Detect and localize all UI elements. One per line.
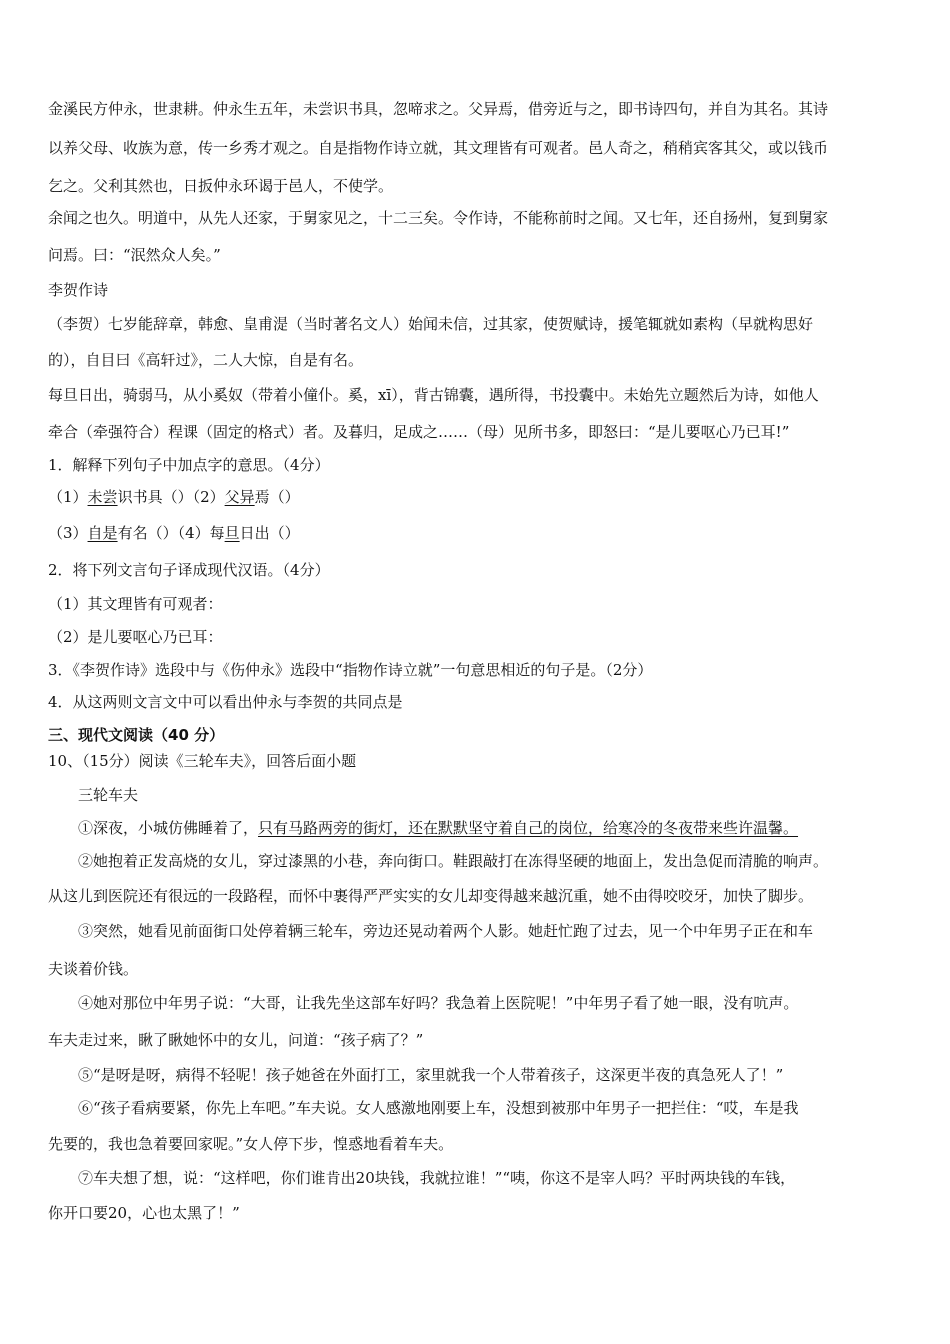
story-paragraph-2b: 从这儿到医院还有很远的一段路程，而怀中裹得严严实实的女儿却变得越来越沉重，她不由得咬咬牙，加快了脚步。 (48, 887, 814, 905)
question-1-row-a (48, 487, 908, 507)
story-title: 三轮车夫 (78, 786, 139, 804)
question-3: 3．《李贺作诗》选段中与《伤仲永》选段中“指物作诗立就”一句意思相近的句子是。（2分） (48, 661, 653, 679)
story-paragraph-4a: ④她对那位中年男子说：“大哥，让我先坐这部车好吗？我急着上医院呢！”中年男子看了她一眼，没有吭声。 (78, 994, 799, 1012)
story-paragraph-1 (78, 818, 938, 838)
q1-d-underlined: 旦 (224, 524, 240, 542)
p1-lead: ①深夜，小城仿佛睡着了， (78, 819, 259, 837)
section-heading: 三、现代文阅读（40 分） (48, 726, 225, 744)
zhongyong-line-5: 问焉。曰：“泯然众人矣。” (48, 246, 221, 264)
story-paragraph-5: ⑤“是呀是呀，病得不轻呢！孩子她爸在外面打工，家里就我一个人带着孩子，这深更半夜的真急死人了！” (78, 1066, 784, 1084)
lihe-title: 李贺作诗 (48, 281, 109, 299)
zhongyong-line-2: 以养父母、收族为意，传一乡秀才观之。自是指物作诗立就，其文理皆有可观者。邑人奇之，稍稍宾客其父，或以钱币 (48, 139, 829, 157)
story-paragraph-7b: 你开口要20，心也太黑了！” (48, 1204, 240, 1222)
question-1: 1．解释下列句子中加点字的意思。（4分） (48, 456, 330, 474)
lihe-line-1: （李贺）七岁能辞章，韩愈、皇甫湜（当时著名文人）始闻未信，过其家，使贺赋诗，援笔辄就如素构（早就构思好 (48, 315, 814, 333)
q1-a-underlined: 未尝 (87, 488, 118, 506)
lihe-line-2: 的），自目曰《高轩过》，二人大惊，自是有名。 (48, 351, 364, 369)
question-2-2: （2）是儿要呕心乃已耳： (48, 628, 223, 646)
p1-underlined-sentence: 只有马路两旁的街灯，还在默默坚守着自己的岗位，给寒冷的冬夜带来些许温馨。 (258, 819, 799, 837)
q1-b-underlined: 父异 (224, 488, 255, 506)
q1-c-rest: 有名（）（4）每 (117, 524, 225, 542)
q1-a-number: （1） (48, 488, 88, 506)
zhongyong-line-4: 余闻之也久。明道中，从先人还家，于舅家见之，十二三矣。令作诗，不能称前时之闻。又七年，还自扬州，复到舅家 (48, 209, 829, 227)
question-1-row-b (48, 523, 908, 543)
story-paragraph-6a: ⑥“孩子看病要紧，你先上车吧。”车夫说。女人感激地刚要上车，没想到被那中年男子一把拦住：“哎，车是我 (78, 1099, 799, 1117)
question-4: 4．从这两则文言文中可以看出仲永与李贺的共同点是 (48, 693, 403, 711)
story-paragraph-3b: 夫谈着价钱。 (48, 960, 139, 978)
story-paragraph-3a: ③突然，她看见前面街口处停着辆三轮车，旁边还晃动着两个人影。她赶忙跑了过去，见一个中年男子正在和车 (78, 922, 814, 940)
q1-a-rest: 识书具（）（2） (117, 488, 225, 506)
q1-b-rest: 焉（） (254, 488, 300, 506)
zhongyong-line-3: 乞之。父利其然也，日扳仲永环谒于邑人，不使学。 (48, 177, 394, 195)
question-2-1: （1）其文理皆有可观者： (48, 595, 223, 613)
lihe-line-4: 牵合（牵强符合）程课（固定的格式）者。及暮归，足成之……（母）见所书多，即怒曰：“是儿要呕心乃已耳!” (48, 423, 790, 441)
question-2: 2．将下列文言句子译成现代汉语。（4分） (48, 561, 330, 579)
story-paragraph-2a: ②她抱着正发高烧的女儿，穿过漆黑的小巷，奔向街口。鞋跟敲打在冻得坚硬的地面上，发出急促而清脆的响声。 (78, 852, 829, 870)
story-paragraph-4b: 车夫走过来，瞅了瞅她怀中的女儿，问道：“孩子病了？” (48, 1031, 424, 1049)
story-paragraph-7a: ⑦车夫想了想，说：“这样吧，你们谁肯出20块钱，我就拉谁！”“咦，你这不是宰人吗？平时两块钱的车钱， (78, 1169, 796, 1187)
lihe-line-3: 每旦日出，骑弱马，从小奚奴（带着小僮仆。奚，xī），背古锦囊，遇所得，书投囊中。未始先立题然后为诗，如他人 (48, 386, 819, 404)
question-10: 10、（15分）阅读《三轮车夫》，回答后面小题 (48, 752, 357, 770)
zhongyong-line-1: 金溪民方仲永，世隶耕。仲永生五年，未尝识书具，忽啼求之。父异焉，借旁近与之，即书诗四句，并自为其名。其诗 (48, 100, 829, 118)
q1-c-underlined: 自是 (87, 524, 118, 542)
story-paragraph-6b: 先要的，我也急着要回家呢。”女人停下步，惶惑地看着车夫。 (48, 1135, 454, 1153)
q1-d-rest: 日出（） (239, 524, 300, 542)
q1-c-number: （3） (48, 524, 88, 542)
